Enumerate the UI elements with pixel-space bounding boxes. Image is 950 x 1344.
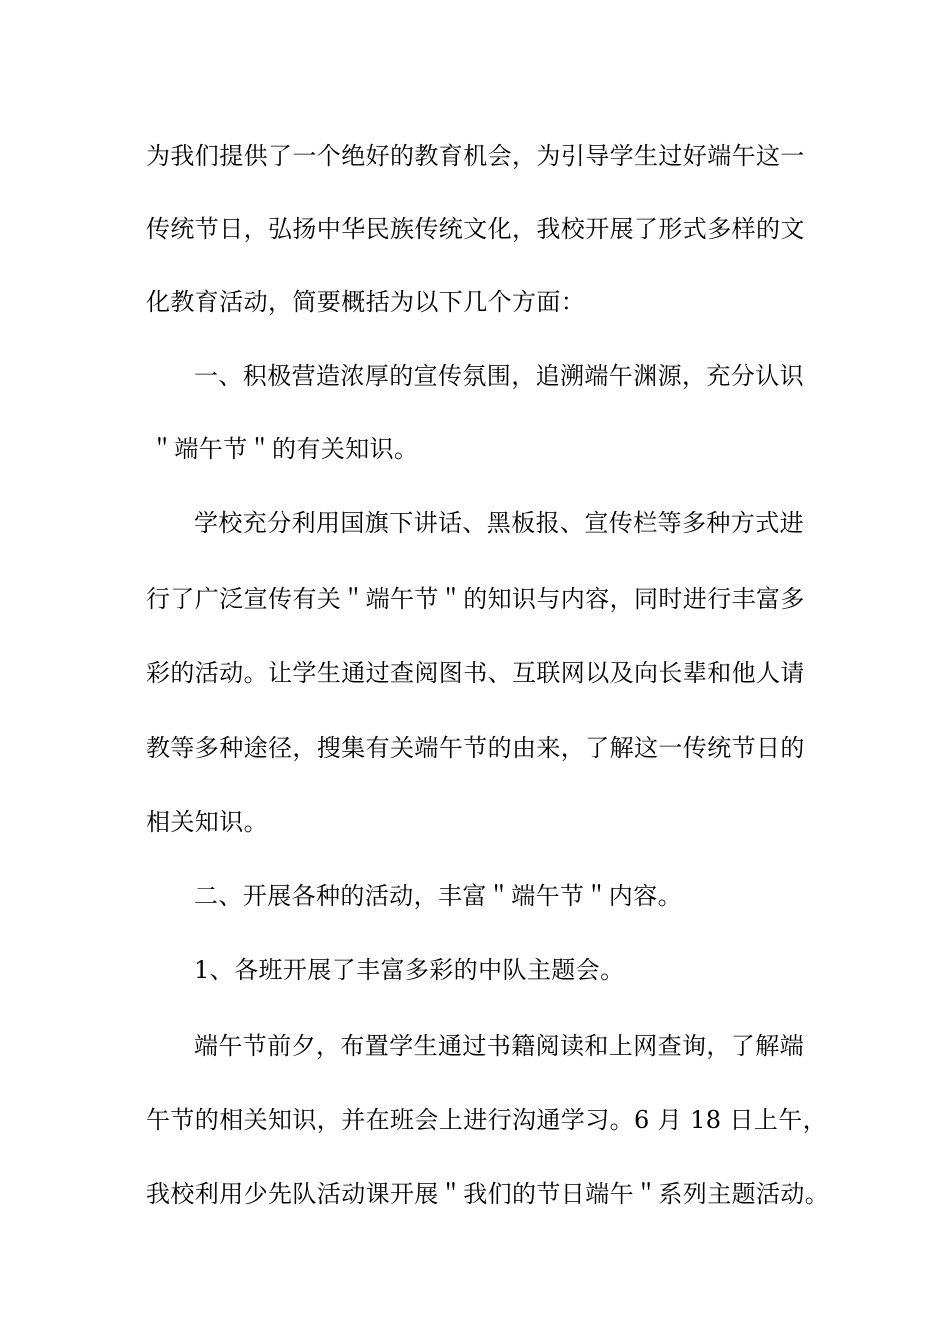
text-line-6: 学校充分利用国旗下讲话、黑板报、宣传栏等多种方式进 [194,509,804,537]
text-line-12: 1、各班开展了丰富多彩的中队主题会。 [194,956,625,984]
text-line-1: 为我们提供了一个绝好的教育机会，为引导学生过好端午这一 [146,142,805,170]
text-line-3: 化教育活动，简要概括为以下几个方面： [146,288,586,316]
text-line-9: 教等多种途径，搜集有关端午节的由来，了解这一传统节日的 [146,734,805,762]
text-line-14: 午节的相关知识，并在班会上进行沟通学习。6 月 18 日上午， [146,1106,828,1134]
text-line-10: 相关知识。 [146,808,268,836]
text-line-4: 一、积极营造浓厚的宣传氛围，追溯端午渊源，充分认识 [194,362,804,390]
text-line-5: ＂端午节＂的有关知识。 [150,435,419,463]
text-line-13: 端午节前夕，布置学生通过书籍阅读和上网查询，了解端 [194,1032,804,1060]
text-line-7: 行了广泛宣传有关＂端午节＂的知识与内容，同时进行丰富多 [146,585,805,613]
text-line-15: 我校利用少先队活动课开展＂我们的节日端午＂系列主题活动。 [146,1180,830,1208]
text-line-2: 传统节日，弘扬中华民族传统文化，我校开展了形式多样的文 [146,215,805,243]
text-line-11: 二、开展各种的活动，丰富＂端午节＂内容。 [194,882,682,910]
text-line-8: 彩的活动。让学生通过查阅图书、互联网以及向长辈和他人请 [146,659,805,687]
